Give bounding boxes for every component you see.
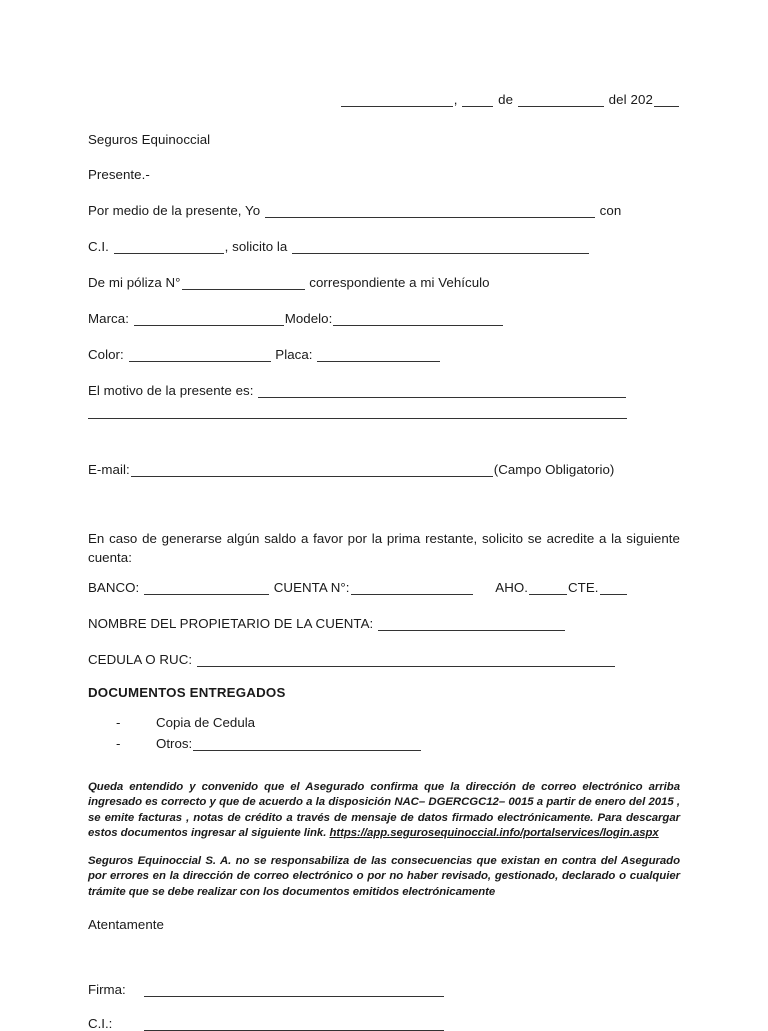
documentos-heading: DOCUMENTOS ENTREGADOS	[88, 684, 286, 700]
cedula-ruc-line	[88, 653, 680, 667]
list-item	[88, 712, 680, 733]
poliza-number-blank[interactable]	[182, 278, 305, 290]
placa-blank[interactable]	[317, 350, 440, 362]
portal-link[interactable]: https://app.segurosequinoccial.info/portalservices/login.aspx	[329, 827, 659, 840]
declarant-prefix: Por medio de la presente, Yo	[88, 202, 261, 218]
poliza-prefix: De mi póliza N°	[88, 274, 181, 290]
email-label: E-mail:	[88, 461, 130, 477]
motivo-label: El motivo de la presente es:	[88, 382, 254, 398]
banco-label: BANCO:	[88, 579, 140, 595]
ci-signature-label: C.I.:	[88, 1016, 113, 1031]
legal-paragraph-2: Seguros Equinoccial S. A. no se responsabiliza de las consecuencias que existan en contra del Asegurado por errores en la dirección de correo electrónico o por no haber revisado, gestionado, declarado o cualquier trámite que se debe realizar con los documentos emitidos electrónicamente	[88, 854, 680, 898]
bullet-dash: -	[116, 714, 121, 730]
atentamente-label: Atentamente	[88, 917, 164, 933]
addressee-company: Seguros Equinoccial	[88, 132, 211, 147]
date-year-label: del 202	[608, 92, 653, 107]
cedula-ruc-label: CEDULA O RUC:	[88, 651, 193, 667]
otros-blank[interactable]	[193, 739, 421, 751]
modelo-label: Modelo:	[284, 310, 333, 326]
motivo-blank-1[interactable]	[258, 386, 626, 398]
solicito-label: solicito la	[232, 238, 288, 254]
ci-comma: ,	[224, 238, 229, 254]
aho-label: AHO.	[495, 579, 529, 595]
cte-blank[interactable]	[600, 583, 627, 595]
aho-blank[interactable]	[529, 583, 567, 595]
month-blank[interactable]	[518, 96, 604, 107]
cedula-ruc-blank[interactable]	[197, 655, 615, 667]
banco-cuenta-line	[88, 581, 680, 595]
list-item-label: Otros:	[156, 735, 193, 751]
poliza-line	[88, 276, 680, 290]
date-de-label: de	[498, 92, 514, 107]
marca-blank[interactable]	[134, 314, 284, 326]
ci-number-blank[interactable]	[114, 242, 224, 254]
email-line	[88, 463, 680, 477]
ci-signature-line	[88, 1017, 680, 1031]
ci-prefix: C.I.	[88, 238, 109, 254]
firma-label: Firma:	[88, 982, 126, 998]
bullet-dash: -	[116, 735, 121, 751]
propietario-label: NOMBRE DEL PROPIETARIO DE LA CUENTA:	[88, 615, 374, 631]
color-placa-line	[88, 348, 680, 362]
email-blank[interactable]	[131, 465, 493, 477]
motivo-line	[88, 384, 680, 398]
propietario-line	[88, 617, 680, 631]
color-label: Color:	[88, 346, 124, 362]
placa-label: Placa:	[275, 346, 313, 362]
cte-label: CTE.	[568, 579, 599, 595]
modelo-blank[interactable]	[333, 314, 503, 326]
firma-line	[88, 983, 680, 997]
solicitud-blank[interactable]	[292, 242, 589, 254]
ci-signature-blank[interactable]	[144, 1021, 444, 1031]
list-item	[88, 733, 680, 754]
declarant-suffix: con	[599, 202, 622, 218]
propietario-blank[interactable]	[378, 619, 565, 631]
declarant-line	[88, 204, 680, 218]
year-blank[interactable]	[654, 96, 679, 107]
declarant-name-blank[interactable]	[265, 206, 595, 218]
bank-intro-text: En caso de generarse algún saldo a favor por la prima restante, solicito se acredite a la siguiente cuenta:	[88, 530, 680, 565]
banco-blank[interactable]	[144, 583, 269, 595]
color-blank[interactable]	[129, 350, 271, 362]
date-comma: ,	[453, 92, 458, 107]
document-body	[88, 0, 680, 1031]
day-blank[interactable]	[462, 96, 493, 107]
documentos-list	[88, 712, 680, 754]
ci-request-line	[88, 240, 680, 254]
city-blank[interactable]	[341, 96, 453, 107]
email-note: (Campo Obligatorio)	[493, 461, 615, 477]
cuenta-blank[interactable]	[351, 583, 473, 595]
firma-blank[interactable]	[144, 987, 444, 997]
legal-paragraph-1	[88, 780, 680, 842]
date-line	[88, 0, 680, 107]
marca-modelo-line	[88, 312, 680, 326]
poliza-suffix: correspondiente a mi Vehículo	[309, 274, 490, 290]
legal-paragraph-1-text: Queda entendido y convenido que el Asegurado confirma que la dirección de correo electrónico arriba ingresado es correcto y que de acuerdo a la disposición NAC– DGERCGC12– 0015 a partir de enero del 2015 , se emite facturas , notas de crédito a través de mensaje de datos firmado electrónicamente. Para descargar estos documentos ingresar al siguiente link.	[88, 780, 680, 840]
cuenta-label: CUENTA N°:	[273, 579, 350, 595]
list-item-label: Copia de Cedula	[156, 714, 256, 730]
marca-label: Marca:	[88, 310, 129, 326]
salutation: Presente.-	[88, 167, 150, 183]
